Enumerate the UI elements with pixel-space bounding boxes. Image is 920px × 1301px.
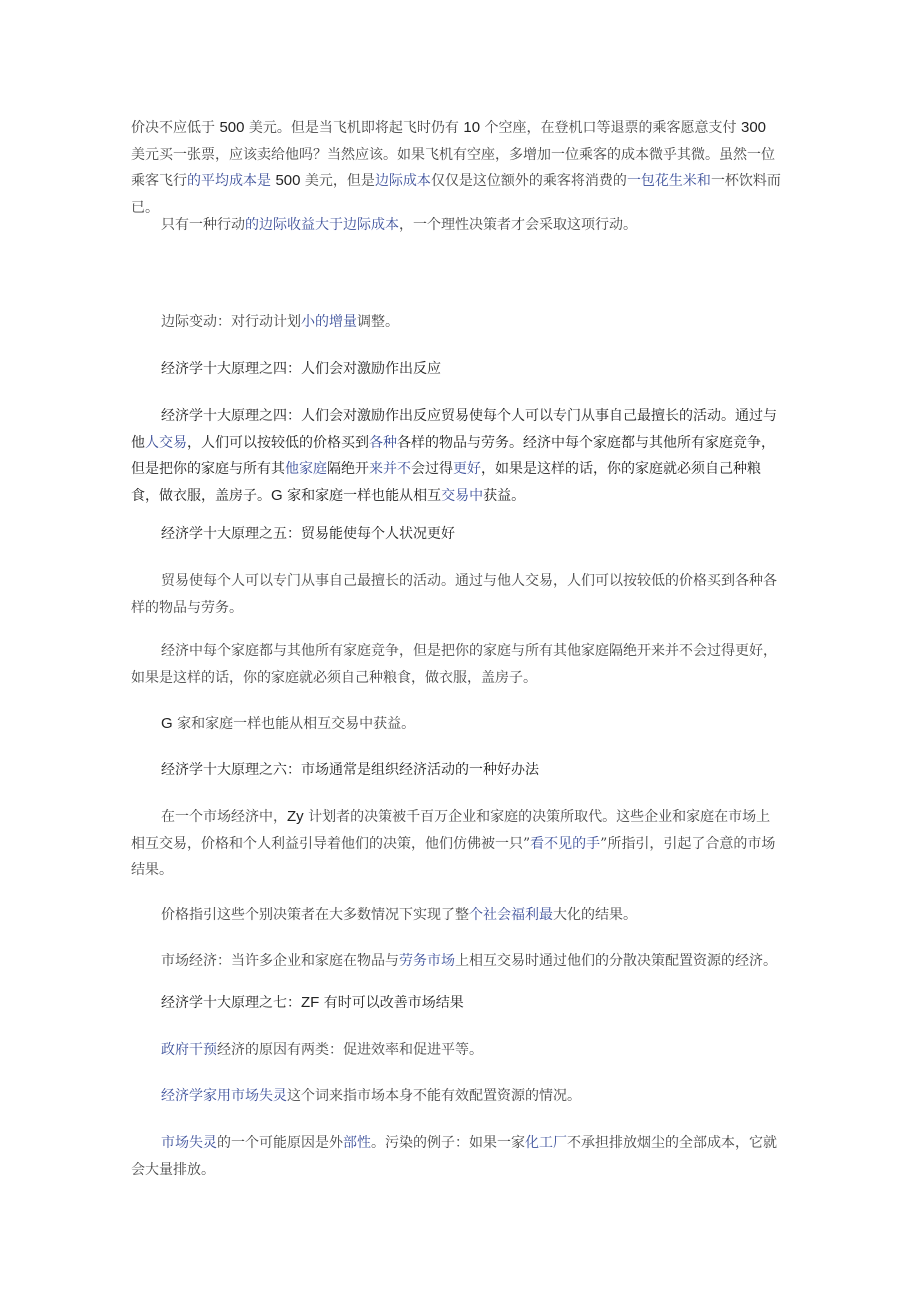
text-segment: 经济学十大原理之五：贸易能使每个人状况更好 [161,526,455,542]
text-segment: 经济学十大原理之四：人们会对激励作出反应 [161,361,441,377]
text-segment: 边际变动：对行动计划 [161,314,301,330]
paragraph [131,1083,781,1110]
hyperlink-text[interactable]: 看不见的手 [530,835,601,852]
hyperlink-text[interactable]: 一包花生米和 [626,173,711,189]
latin-text: G [161,715,173,732]
text-segment: 只有一种行动 [161,217,245,233]
text-segment: 个空座，在登机口等退票的乘客愿意支付 [480,120,741,136]
paragraph [131,804,781,884]
paragraph [131,1130,781,1183]
latin-text: 500 [275,172,301,189]
text-segment: 仅仅是这位额外的乘客将消费的 [430,173,627,189]
paragraph [131,948,781,975]
text-segment: 经济学十大原理之六：市场通常是组织经济活动的一种好办法 [161,762,539,778]
hyperlink-text[interactable]: 劳务市场 [399,953,455,969]
section-heading [131,990,781,1017]
text-segment: 隔绝开 [327,461,369,477]
text-segment: 美元，但是 [300,173,375,189]
text-segment: 市场经济：当许多企业和家庭在物品与 [161,953,399,969]
section-heading [131,757,781,784]
text-segment: 大化的结果。 [553,907,637,923]
text-segment: 经济中每个家庭都与其他所有家庭竞争，但是把你的家庭与所有其他家庭隔绝开来并不会过得更好，如果是这样的话，你的家庭就必须自己种粮食，做衣服，盖房子。 [131,643,777,686]
paragraph [131,638,781,691]
paragraph [131,309,781,336]
hyperlink-text[interactable]: 各种 [369,434,397,451]
hyperlink-text[interactable]: 市场失灵 [161,1135,217,1151]
text-segment: 计划者的决策被千百万企业和家庭的决策所取代。这些企业和家庭在市场上相互交易，价格和个人利益引导着他们的决策，他们仿佛被一只” [131,809,771,852]
hyperlink-text[interactable]: 来并不 [369,461,411,477]
latin-text: ZF [301,994,320,1011]
text-segment: 这个词来指市场本身不能有效配置资源的情况。 [287,1088,581,1104]
hyperlink-text[interactable]: 更好 [453,461,481,477]
text-segment: 有时可以改善市场结果 [319,995,464,1011]
paragraph [131,115,781,221]
latin-text: G [271,486,283,504]
hyperlink-text[interactable]: 经济学家用市场失灵 [161,1088,287,1104]
text-segment: ，人们可以按较低的价格买到 [187,434,369,451]
hyperlink-text[interactable]: 的边际收益大于边际成本 [245,217,399,233]
text-segment: 。污染的例子：如果一家 [371,1135,525,1151]
latin-text: 10 [463,119,481,136]
paragraph [131,568,781,621]
text-segment: 美元。但是当飞机即将起飞时仍有 [244,120,464,136]
text-segment: 价决不应低于 [131,120,220,136]
text-segment: 价格指引这些个别决策者在大多数情况下实现了整 [161,907,469,923]
hyperlink-text[interactable]: 部性 [343,1135,371,1151]
hyperlink-text[interactable]: 的平均成本是 [187,173,271,189]
latin-text: 500 [219,119,245,136]
paragraph [131,403,781,509]
paragraph [131,711,781,738]
text-segment: 在一个市场经济中， [161,809,287,825]
latin-text: 300 [740,119,767,136]
latin-text: Zy [287,808,304,825]
text-segment: 上相互交易时通过他们的分散决策配置资源的经济。 [455,953,777,969]
section-heading [131,521,781,548]
text-segment: 美元买一张票，应该卖给他吗？当然应该。如果飞机有空座，多增加一位乘客的成本微乎其微。虽然一位乘客飞行 [131,146,775,189]
text-segment: 一杯饮料而已。 [131,173,781,216]
text-segment: 贸易使每个人可以专门从事自己最擅长的活动。通过与他人交易，人们可以按较低的价格买到各种各样的物品与劳务。 [131,573,777,616]
text-segment: 会过得 [411,461,453,477]
text-segment: ，如果是这样的话，你的家庭就必须自己种粮食，做衣服，盖房子。 [131,461,761,504]
hyperlink-text[interactable]: 他家庭 [285,461,327,477]
text-segment: 获益。 [483,487,526,504]
text-segment: ，一个理性决策者才会采取这项行动。 [399,217,637,233]
paragraph [131,902,781,929]
text-segment: 各样的物品与劳务。经济中每个家庭都与其他所有家庭竞争，但是把你的家庭与所有其 [131,434,775,477]
text-segment: 的一个可能原因是外 [217,1135,343,1151]
text-segment: 调整。 [357,314,399,330]
text-segment: 经济的原因有两类：促进效率和促进平等。 [217,1042,483,1058]
text-segment: 家和家庭一样也能从相互 [282,487,442,504]
hyperlink-text[interactable]: 人交易 [145,434,187,451]
text-segment: 家和家庭一样也能从相互交易中获益。 [172,716,416,732]
paragraph [131,1037,781,1064]
paragraph [131,212,781,239]
text-segment: 经济学十大原理之四：人们会对激励作出反应贸易使每个人可以专门从事自己最擅长的活动。通过与他 [131,408,777,451]
hyperlink-text[interactable]: 化工厂 [525,1135,567,1151]
text-segment: 经济学十大原理之七： [161,995,301,1011]
hyperlink-text[interactable]: 边际成本 [374,173,431,189]
section-heading [131,356,781,383]
hyperlink-text[interactable]: 个社会福利最 [469,907,553,923]
text-segment: 不承担排放烟尘的全部成本，它就会大量排放。 [131,1135,777,1178]
hyperlink-text[interactable]: 政府干预 [161,1042,217,1058]
text-segment: ”所指引，引起了合意的市场结果。 [131,835,776,878]
hyperlink-text[interactable]: 交易中 [441,487,484,504]
hyperlink-text[interactable]: 小的增量 [301,314,357,330]
